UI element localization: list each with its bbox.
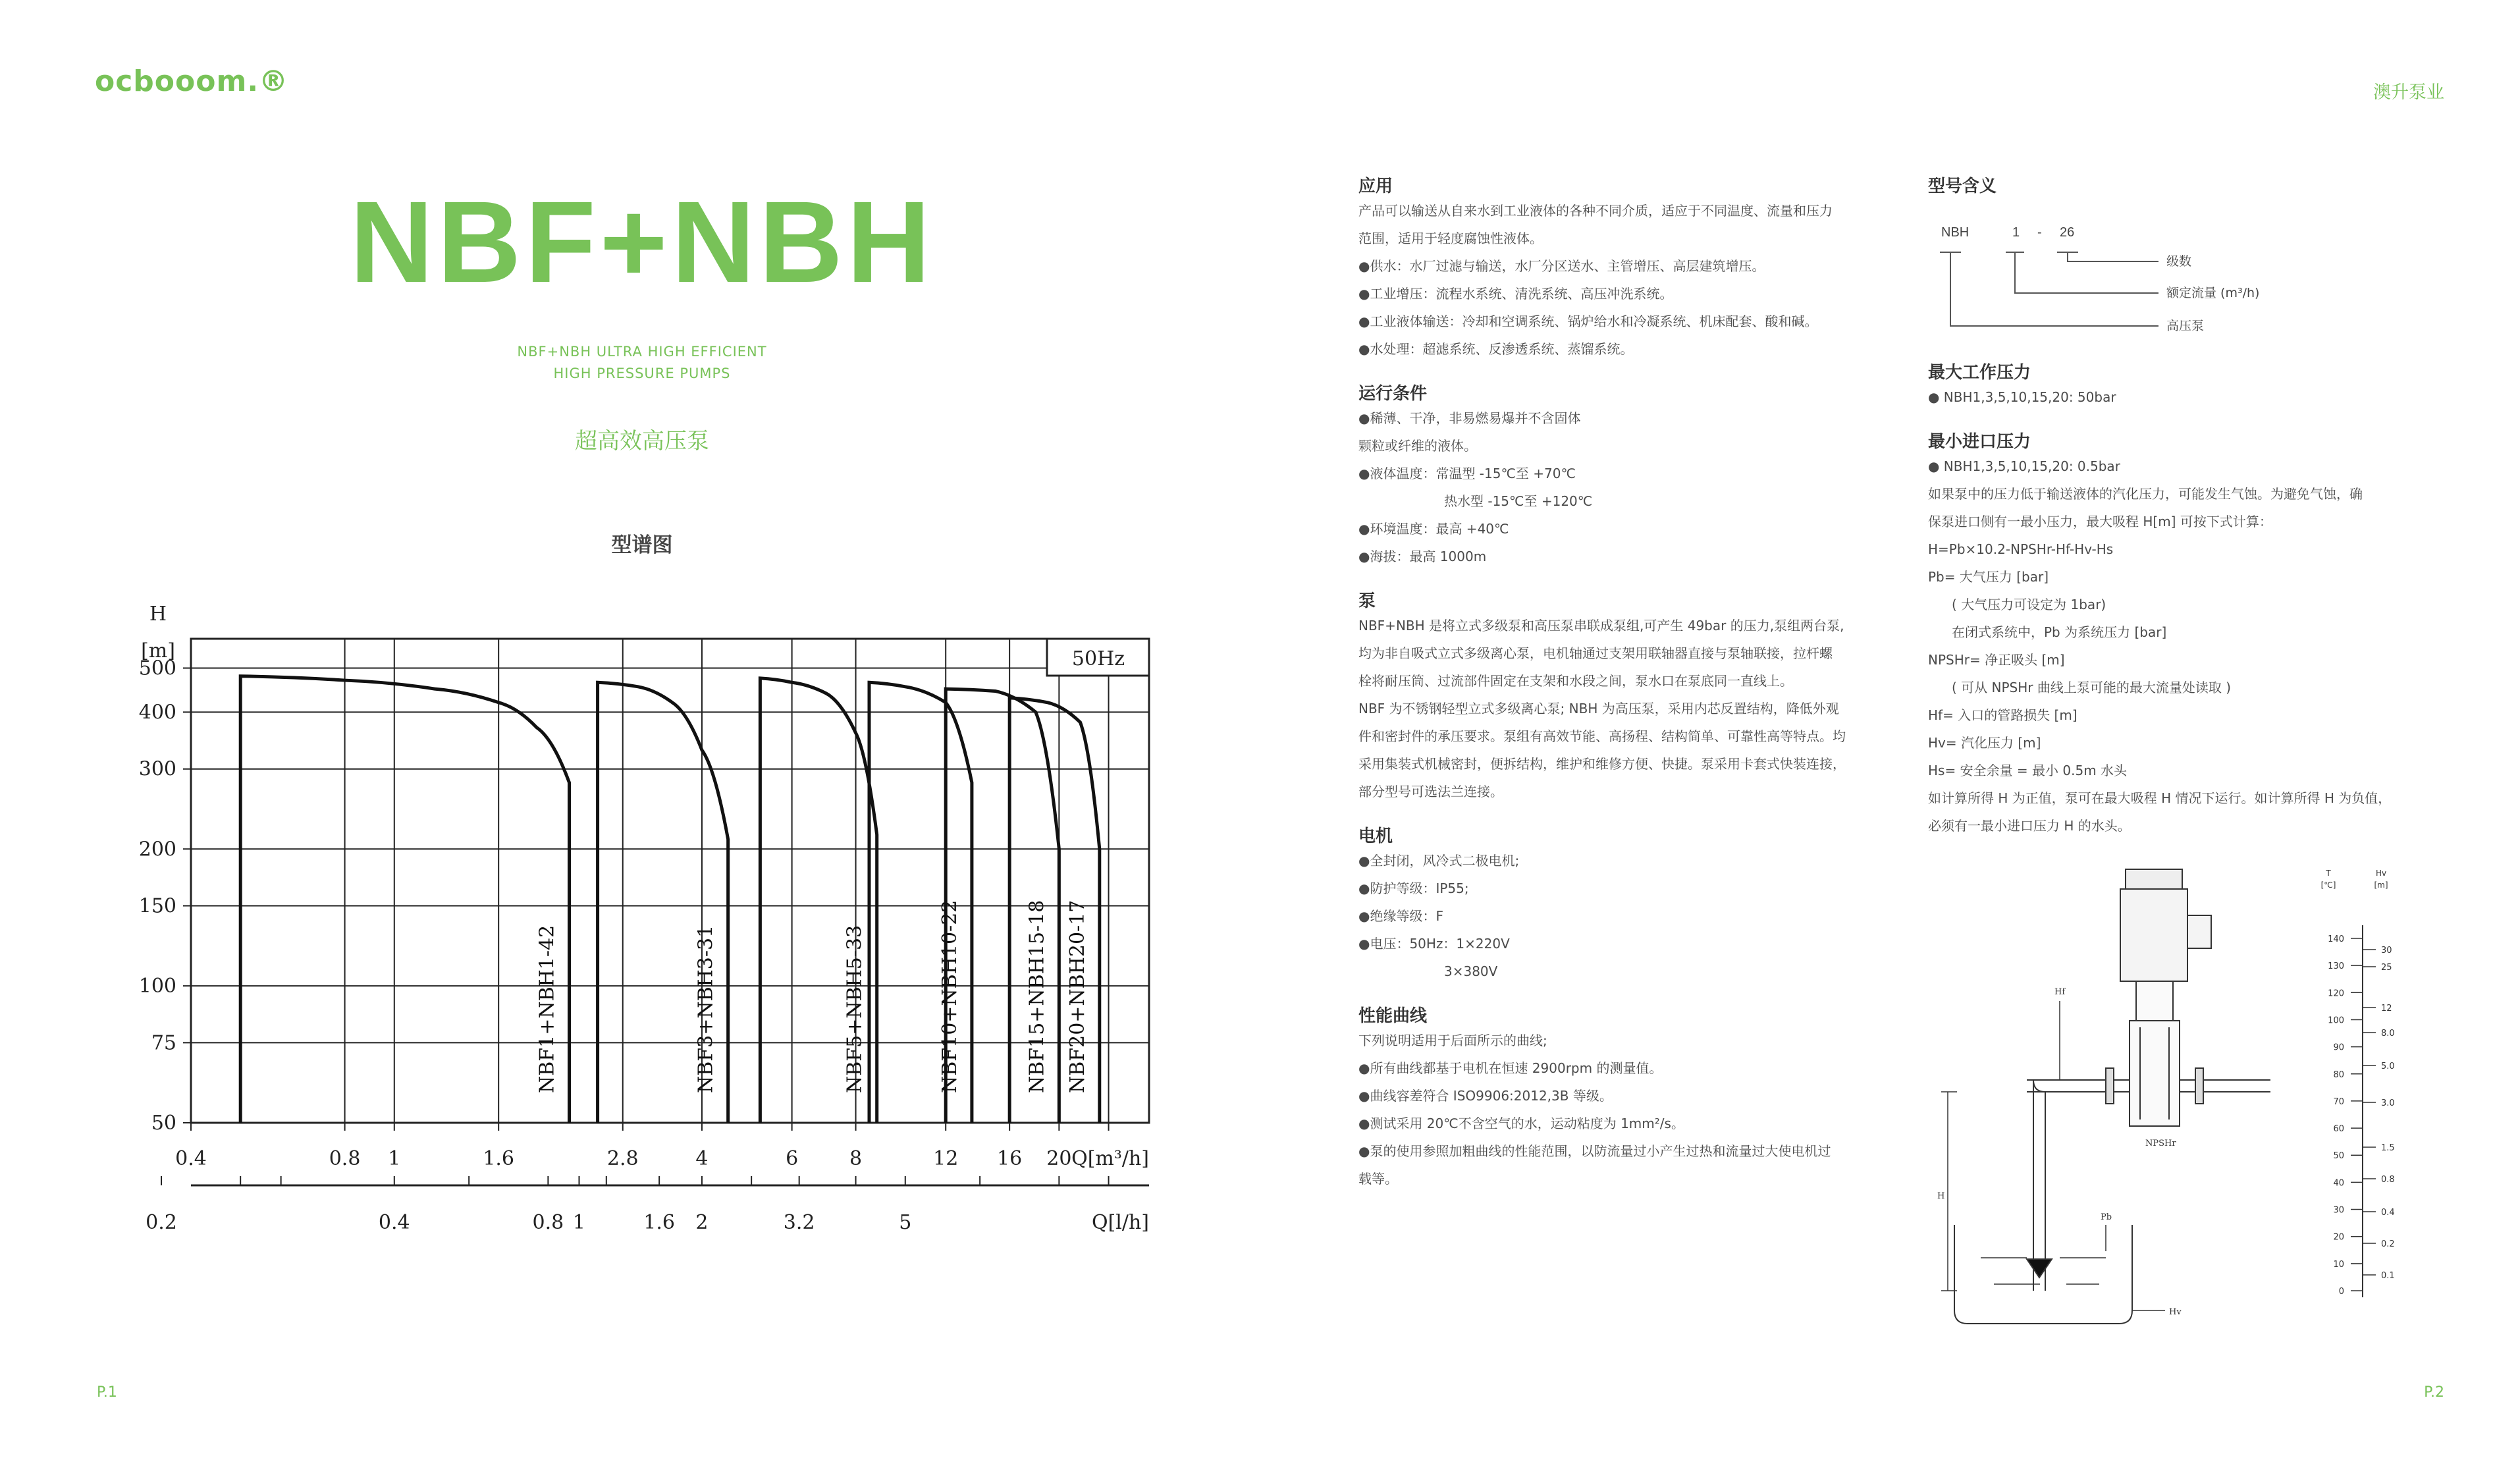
application-line: ●工业液体输送：冷却和空调系统、锅炉给水和冷凝系统、机床配套、酸和碱。 <box>1358 313 1818 329</box>
motor-line: ●防护等级：IP55; <box>1358 880 1469 896</box>
application-line: 产品可以输送从自来水到工业液体的各种不同介质，适应于不同温度、流量和压力 <box>1358 203 1833 219</box>
series-label: NBF5+NBH5-33 <box>843 925 867 1093</box>
chart-labels <box>139 603 1149 1234</box>
x-tick-label: 20 <box>1046 1147 1072 1170</box>
page-number-right: P.2 <box>2424 1384 2444 1401</box>
pump-head-icon <box>2136 981 2173 1021</box>
scale-t-tick-label: 10 <box>2333 1259 2344 1270</box>
max-pressure-line: ● NBH1,3,5,10,15,20: 50bar <box>1928 389 2116 405</box>
x-tick-label: 8 <box>849 1147 863 1170</box>
operating-line: ●环境温度：最高 +40℃ <box>1358 521 1509 537</box>
min-inlet-line: ● NBH1,3,5,10,15,20: 0.5bar <box>1928 458 2120 474</box>
scale-t-tick-label: 0 <box>2338 1287 2344 1297</box>
chart-grid <box>161 639 1149 1185</box>
operating-line: ●液体温度：常温型 -15℃至 +70℃ <box>1358 466 1576 481</box>
pump-line: 件和密封件的承压要求。泵组有高效节能、高扬程、结构简单、可靠性高等特点。均 <box>1358 728 1846 744</box>
min-inlet-line: 保泵进口侧有一最小压力，最大吸程 H[m] 可按下式计算： <box>1928 514 2272 529</box>
motor-body-icon <box>2120 889 2187 981</box>
max-pressure-text <box>1928 383 2455 411</box>
x-tick-label: 4 <box>695 1147 709 1170</box>
x2-tick-label: 3.2 <box>783 1211 815 1234</box>
chart-curves <box>240 676 1100 1123</box>
min-inlet-line: Hv= 汽化压力 [m] <box>1928 735 2041 751</box>
scale-hv-tick-label: 3.0 <box>2381 1098 2395 1108</box>
suction-lift-diagram <box>1928 856 2455 1330</box>
section-title-model: 型号含义 <box>1928 176 1997 196</box>
curves-text <box>1358 1027 1885 1193</box>
frequency-label: 50Hz <box>1071 647 1125 670</box>
scale-t-tick-label: 100 <box>2328 1015 2344 1026</box>
pump-text <box>1358 612 1885 805</box>
operating-line: ●海拔：最高 1000m <box>1358 549 1487 564</box>
section-title-curves: 性能曲线 <box>1358 1006 1428 1026</box>
application-line: 范围，适用于轻度腐蚀性液体。 <box>1358 230 1543 246</box>
x2-tick-label: 5 <box>899 1211 912 1234</box>
min-inlet-line: 在闭式系统中，Pb 为系统压力 [bar] <box>1952 624 2167 640</box>
scale-hv-tick-label: 25 <box>2381 963 2392 973</box>
scale-t-tick-label: 140 <box>2328 934 2344 944</box>
label-npshr: NPSHr <box>2145 1139 2176 1148</box>
y-tick-label: 200 <box>138 838 176 861</box>
operating-line: 颗粒或纤维的液体。 <box>1358 438 1477 454</box>
model-code-diagram <box>1928 197 2297 342</box>
scale-t-title: T <box>2326 869 2331 878</box>
min-inlet-text <box>1928 452 2455 840</box>
min-inlet-line: H=Pb×10.2-NPSHr-Hf-Hv-Hs <box>1928 541 2114 557</box>
x-tick-label: 1.6 <box>483 1147 515 1170</box>
product-subtitle-line2: HIGH PRESSURE PUMPS <box>553 365 731 381</box>
model-code-prefix: NBH <box>1941 225 1970 240</box>
operating-line: ●稀薄、干净，非易燃易爆并不含固体 <box>1358 410 1581 426</box>
scale-hv-tick-label: 0.4 <box>2381 1208 2395 1218</box>
section-title-operating: 运行条件 <box>1358 384 1428 404</box>
motor-line: ●全封闭，风冷式二极电机; <box>1358 853 1520 869</box>
series-label: NBF10+NBH10-22 <box>938 900 961 1093</box>
motor-voltage-line2: 3×380V <box>1444 963 1498 979</box>
application-text <box>1358 197 1885 363</box>
model-code-stage: 26 <box>2060 225 2075 240</box>
x-tick-label: 16 <box>997 1147 1023 1170</box>
model-label-stage: 级数 <box>2166 254 2192 269</box>
section-min-inlet <box>1928 428 2455 840</box>
x2-tick-label: 0.8 <box>532 1211 564 1234</box>
label-hf: Hf <box>2054 987 2066 997</box>
operating-text <box>1358 404 1885 570</box>
section-title-min-inlet: 最小进口压力 <box>1928 432 2031 452</box>
y-tick-label: 500 <box>138 657 176 680</box>
section-pump <box>1358 587 1885 805</box>
curves-line: 载等。 <box>1358 1171 1398 1187</box>
operating-hot-water-line: 热水型 -15℃至 +120℃ <box>1444 493 1593 509</box>
curves-line: 下列说明适用于后面所示的曲线; <box>1358 1033 1547 1048</box>
section-title-pump: 泵 <box>1358 591 1376 611</box>
min-inlet-line: ( 可从 NPSHr 曲线上泵可能的最大流量处读取 ) <box>1952 680 2232 695</box>
label-hv: Hv <box>2169 1307 2182 1317</box>
scale-hv-tick-label: 0.1 <box>2381 1271 2395 1281</box>
pump-line: 采用集装式机械密封，便拆结构，维护和维修方便、快捷。泵采用卡套式快装连接， <box>1358 756 1846 772</box>
x2-tick-label: 1 <box>572 1211 586 1234</box>
model-code-flow: 1 <box>2012 225 2020 240</box>
section-motor <box>1358 822 1885 985</box>
y-tick-label: 400 <box>138 701 176 724</box>
y-tick-label: 50 <box>151 1112 176 1135</box>
scale-hv-tick-label: 1.5 <box>2381 1143 2395 1153</box>
y-axis-label: H <box>149 603 167 626</box>
scale-t-tick-label: 40 <box>2333 1178 2344 1189</box>
min-inlet-line: Hf= 入口的管路损失 [m] <box>1928 707 2078 723</box>
y-tick-label: 150 <box>138 894 176 918</box>
scale-t-tick-label: 60 <box>2333 1124 2344 1135</box>
model-label-type: 高压泵 <box>2166 319 2205 333</box>
bracket-flow <box>2006 252 2158 293</box>
y-tick-label: 75 <box>151 1031 176 1055</box>
curves-line: ●曲线容差符合 ISO9906:2012,3B 等级。 <box>1358 1088 1613 1104</box>
pump-line: 栓将耐压筒、过流部件固定在支架和水段之间，泵水口在泵底同一直线上。 <box>1358 673 1793 689</box>
scale-t-unit: [℃] <box>2320 880 2336 890</box>
x2-tick-label: 0.4 <box>378 1211 410 1234</box>
motor-text <box>1358 847 1885 985</box>
x-tick-label: 6 <box>786 1147 799 1170</box>
min-inlet-line: Hs= 安全余量 = 最小 0.5m 水头 <box>1928 763 2128 778</box>
motor-line: ●绝缘等级：F <box>1358 908 1443 924</box>
application-line: ●供水：水厂过滤与输送，水厂分区送水、主管增压、高层建筑增压。 <box>1358 258 1765 274</box>
pump-line: NBF 为不锈钢轻型立式多级离心泵; NBH 为高压泵，采用内芯反置结构，降低外观 <box>1358 701 1839 716</box>
x-tick-label: 0.8 <box>329 1147 361 1170</box>
section-title-application: 应用 <box>1358 176 1393 196</box>
x2-tick-label: 2 <box>695 1211 709 1234</box>
x-axis-label: Q[m³/h] <box>1071 1147 1149 1170</box>
scale-hv-unit: [m] <box>2374 880 2388 890</box>
bracket-stage <box>2057 252 2158 261</box>
scale-hv-tick-label: 0.2 <box>2381 1239 2395 1249</box>
series-label: NBF15+NBH15-18 <box>1025 900 1049 1093</box>
series-label: NBF1+NBH1-42 <box>535 925 559 1093</box>
scale-t-tick-label: 20 <box>2333 1232 2344 1243</box>
series-curve <box>240 676 569 1123</box>
scale-hv-tick-label: 0.8 <box>2381 1175 2395 1185</box>
x2-axis-label: Q[l/h] <box>1091 1211 1149 1234</box>
application-line: ●水处理：超滤系统、反渗透系统、蒸馏系统。 <box>1358 341 1634 357</box>
scale-hv-tick-label: 30 <box>2381 946 2392 956</box>
product-subtitle-line1: NBF+NBH ULTRA HIGH EFFICIENT <box>517 344 767 360</box>
scale-t-tick-label: 130 <box>2328 961 2344 972</box>
section-operating <box>1358 380 1885 570</box>
middle-column <box>1358 173 1885 1210</box>
curves-line: ●测试采用 20℃不含空气的水，运动粘度为 1mm²/s。 <box>1358 1116 1684 1131</box>
product-title: NBF+NBH <box>350 178 934 307</box>
scale-hv-title: Hv <box>2375 869 2387 878</box>
motor-line: ●电压：50Hz：1×220V <box>1358 936 1510 952</box>
section-application <box>1358 173 1885 363</box>
scale-hv-tick-label: 5.0 <box>2381 1062 2395 1071</box>
label-h: H <box>1937 1191 1945 1201</box>
series-label: NBF20+NBH20-17 <box>1065 900 1089 1093</box>
section-max-pressure <box>1928 359 2455 411</box>
product-subtitle-cn: 超高效高压泵 <box>575 428 709 454</box>
foot-valve-icon <box>2027 1259 2052 1278</box>
application-line: ●工业增压：流程水系统、清洗系统、高压冲洗系统。 <box>1358 286 1673 302</box>
pump-line: NBF+NBH 是将立式多级泵和高压泵串联成泵组,可产生 49bar 的压力,泵组两台泵, <box>1358 618 1844 634</box>
min-inlet-line: ( 大气压力可设定为 1bar) <box>1952 597 2106 612</box>
curves-line: ●所有曲线都基于电机在恒速 2900rpm 的测量值。 <box>1358 1060 1663 1076</box>
series-label: NBF3+NBH3-31 <box>694 925 718 1093</box>
terminal-box-icon <box>2187 915 2211 948</box>
min-inlet-line: Pb= 大气压力 [bar] <box>1928 569 2049 585</box>
pump-line: 部分型号可选法兰连接。 <box>1358 784 1503 799</box>
y-tick-label: 300 <box>138 757 176 781</box>
chart-frame <box>191 639 1149 1123</box>
x-tick-label: 12 <box>933 1147 959 1170</box>
bracket-type <box>1940 252 2158 326</box>
page-number-left: P.1 <box>97 1384 117 1401</box>
y-axis-unit: [m] <box>141 639 175 662</box>
scale-hv-tick-label: 12 <box>2381 1004 2392 1013</box>
min-inlet-line: 如计算所得 H 为正值，泵可在最大吸程 H 情况下运行。如计算所得 H 为负值， <box>1928 790 2392 806</box>
x-tick-label: 0.4 <box>175 1147 207 1170</box>
scale-t-tick-label: 30 <box>2333 1205 2344 1216</box>
x2-tick-label: 0.2 <box>146 1211 177 1234</box>
scale-t-tick-label: 90 <box>2333 1042 2344 1053</box>
pump-line: 均为非自吸式立式多级离心泵，电机轴通过支架用联轴器直接与泵轴联接，拉杆螺 <box>1358 645 1833 661</box>
pump-body-icon <box>2130 1021 2180 1126</box>
model-code-dash: - <box>2037 225 2042 240</box>
min-inlet-line: 必须有一最小进口压力 H 的水头。 <box>1928 818 2131 834</box>
temperature-vapor-pressure-scale <box>2321 869 2395 1297</box>
right-column <box>1928 173 2455 857</box>
chart-heading: 型谱图 <box>611 533 673 557</box>
x-tick-label: 1 <box>388 1147 401 1170</box>
x-tick-label: 2.8 <box>606 1147 639 1170</box>
scale-t-tick-label: 70 <box>2333 1096 2344 1107</box>
scale-t-tick-label: 50 <box>2333 1151 2344 1162</box>
scale-t-tick-label: 120 <box>2328 988 2344 999</box>
min-inlet-line: NPSHr= 净正吸头 [m] <box>1928 652 2065 668</box>
label-pb: Pb <box>2101 1212 2112 1222</box>
section-curves <box>1358 1002 1885 1193</box>
brand-name: 澳升泵业 <box>2373 82 2444 103</box>
curves-line: ●泵的使用参照加粗曲线的性能范围，以防流量过小产生过热和流量过大使电机过 <box>1358 1143 1831 1159</box>
min-inlet-line: 如果泵中的压力低于输送液体的汽化压力，可能发生气蚀。为避免气蚀，确 <box>1928 486 2363 502</box>
model-label-flow: 额定流量 (m³/h) <box>2166 286 2260 300</box>
motor-top-icon <box>2126 869 2182 889</box>
company-logo: ocbooom.® <box>95 65 289 98</box>
section-title-max-pressure: 最大工作压力 <box>1928 363 2031 383</box>
scale-hv-tick-label: 8.0 <box>2381 1029 2395 1038</box>
performance-range-chart <box>0 580 1284 1251</box>
product-subtitle <box>0 341 1284 385</box>
section-title-motor: 电机 <box>1358 826 1393 846</box>
section-model <box>1928 173 2455 342</box>
scale-t-tick-label: 80 <box>2333 1069 2344 1080</box>
y-tick-label: 100 <box>138 975 176 998</box>
x2-tick-label: 1.6 <box>643 1211 676 1234</box>
